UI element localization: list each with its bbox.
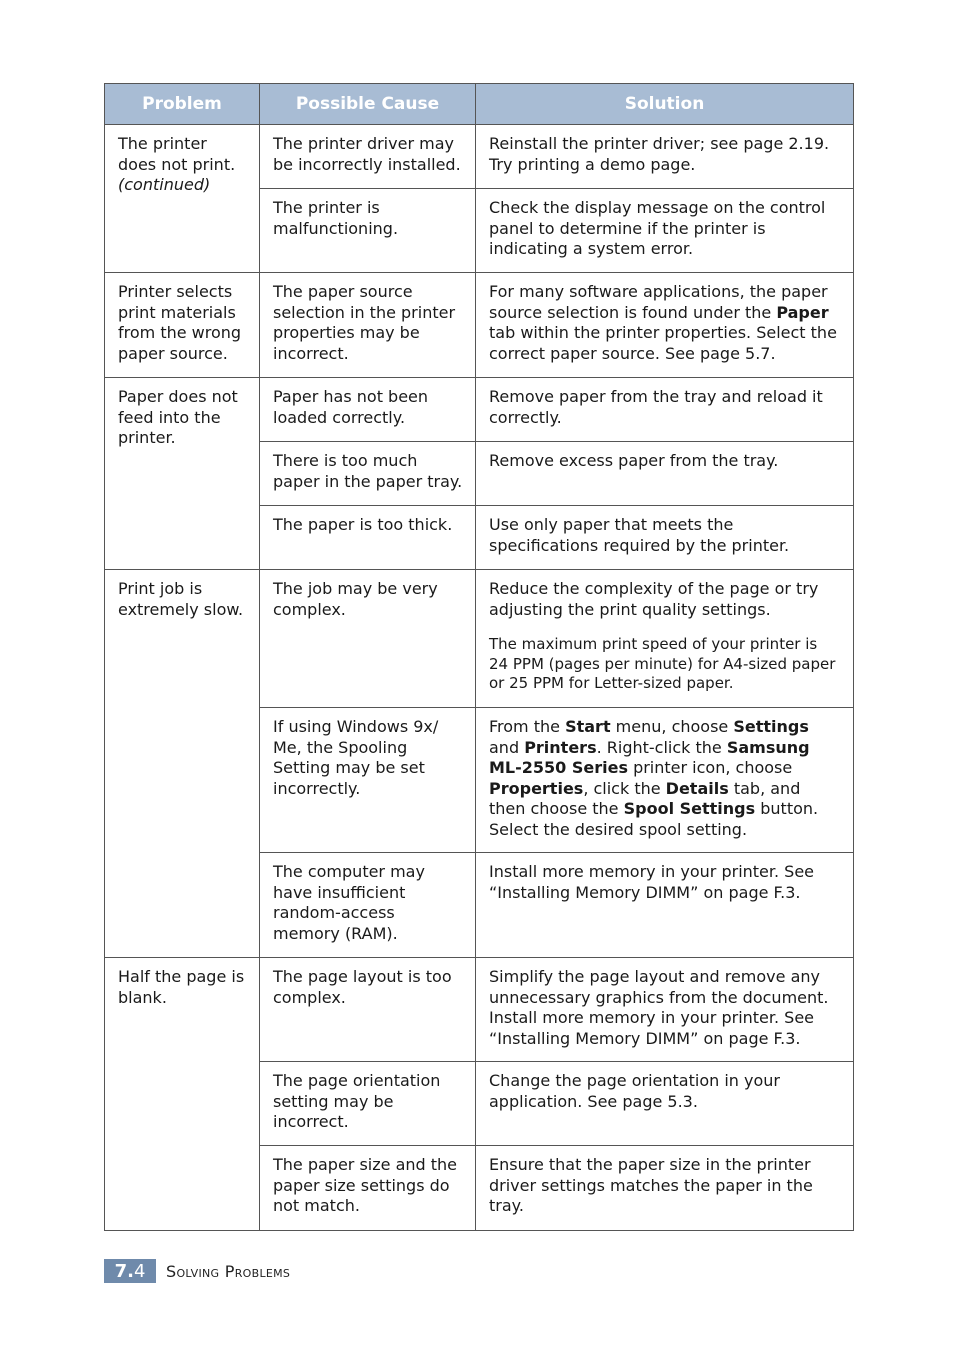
solution-text: tab within the printer properties. Select the correct paper source. See page 5.7. [489,323,837,363]
solution-text: Reduce the complexity of the page or try adjusting the print quality settings. [489,579,819,619]
solution-cell: Remove paper from the tray and reload it correctly. [476,378,854,442]
table-row [105,958,854,1062]
ui-term-properties: Properties [489,778,584,798]
problem-cell: Printer selects print materials from the wrong paper source. [105,273,260,378]
continued-note: (continued) [118,175,211,194]
print-speed-note: The maximum print speed of your printer is 24 PPM (pages per minute) for A4-sized paper or 25 PPM for Letter-sized paper. [489,635,836,692]
problem-cell: Half the page is blank. [105,958,260,1231]
ui-term-printers: Printers [524,737,597,757]
solution-cell: Check the display message on the control panel to determine if the printer is indicating a system error. [476,189,854,273]
solution-cell: Ensure that the paper size in the printer driver settings matches the paper in the tray. [476,1146,854,1231]
solution-text: button. Select the desired spool setting. [489,799,819,839]
solution-cell [476,570,854,708]
table-row [105,570,854,708]
solution-text: menu, choose [610,717,734,736]
table-header-row [105,84,854,125]
ui-term-spool-settings: Spool Settings [623,799,756,818]
section-title: Solving Problems [166,1261,291,1281]
troubleshooting-table [104,83,854,1231]
solution-cell [476,708,854,853]
solution-text: tab, and then choose the [489,778,801,818]
problem-text: The printer does not print. [118,134,236,174]
cause-cell: The page orientation setting may be incorrect. [260,1062,476,1146]
cause-cell: The printer driver may be incorrectly installed. [260,125,476,189]
cause-cell: The paper size and the paper size settings do not match. [260,1146,476,1231]
cause-cell: The paper source selection in the printer properties may be incorrect. [260,273,476,378]
page-footer [104,1259,290,1283]
ui-term-start: Start [565,717,611,736]
solution-cell: Simplify the page layout and remove any unnecessary graphics from the document. Install more memory in your printer. See “Installing Memory DIMM” on page F.3. [476,958,854,1062]
table-row [105,125,854,189]
page-number: 4 [133,1260,146,1282]
header-solution: Solution [476,84,854,125]
problem-cell: Paper does not feed into the printer. [105,378,260,570]
table-row [105,378,854,442]
cause-cell: There is too much paper in the paper tray. [260,442,476,506]
problem-cell: Print job is extremely slow. [105,570,260,958]
cause-cell: If using Windows 9x/ Me, the Spooling Setting may be set incorrectly. [260,708,476,853]
solution-text: and [489,737,525,757]
solution-text: , click the [583,778,666,798]
cause-cell: The paper is too thick. [260,506,476,570]
ui-term-printer-model: Samsung ML-2550 Series [489,737,810,777]
solution-cell: Install more memory in your printer. See “Installing Memory DIMM” on page F.3. [476,853,854,958]
chapter-number: 7. [114,1260,134,1282]
solution-cell: Use only paper that meets the specifications required by the printer. [476,506,854,570]
cause-cell: The computer may have insufficient random-access memory (RAM). [260,853,476,958]
ui-term-settings: Settings [733,717,809,736]
page-number-badge [104,1259,156,1283]
solution-text: . Right-click the [596,737,727,757]
table-row [105,273,854,378]
cause-cell: The printer is malfunctioning. [260,189,476,273]
cause-cell: Paper has not been loaded correctly. [260,378,476,442]
cause-cell: The page layout is too complex. [260,958,476,1062]
solution-cell: Change the page orientation in your application. See page 5.3. [476,1062,854,1146]
header-problem: Problem [105,84,260,125]
solution-cell: Reinstall the printer driver; see page 2.19. Try printing a demo page. [476,125,854,189]
solution-cell [476,273,854,378]
ui-term-details: Details [665,778,729,798]
solution-text: From the [489,717,566,736]
solution-text: For many software applications, the paper source selection is found under the [489,282,828,322]
solution-cell: Remove excess paper from the tray. [476,442,854,506]
solution-text: printer icon, choose [627,758,793,777]
problem-cell [105,125,260,273]
cause-cell: The job may be very complex. [260,570,476,708]
ui-term-paper-tab: Paper [776,302,829,322]
header-possible-cause: Possible Cause [260,84,476,125]
